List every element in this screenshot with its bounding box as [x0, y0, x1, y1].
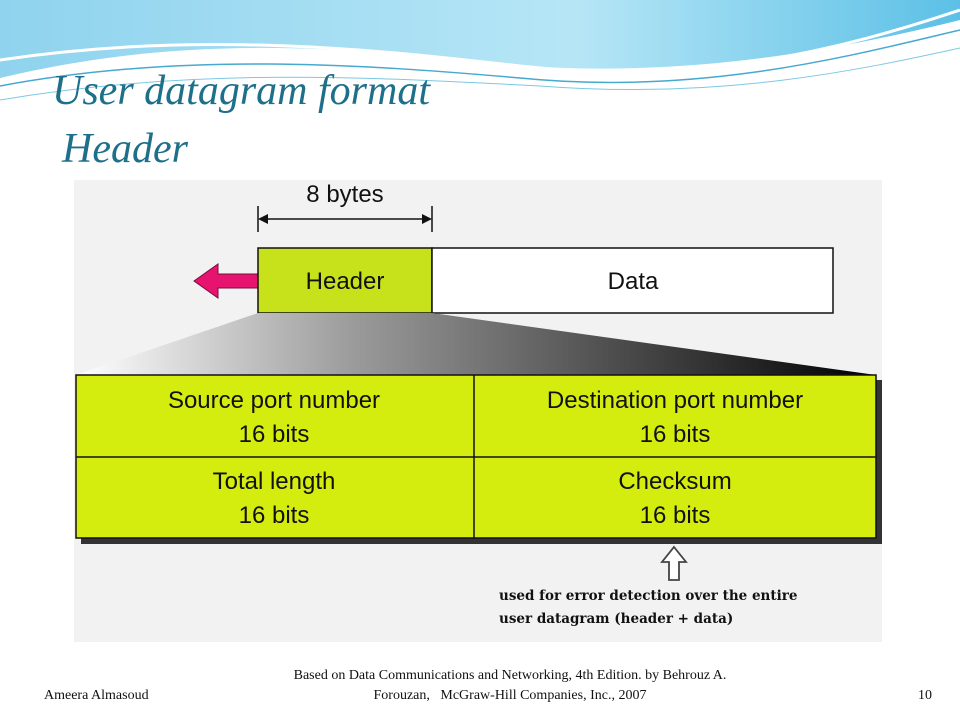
field-total-length-size: 16 bits — [238, 502, 310, 529]
footer-source — [240, 666, 780, 706]
field-destination-port-size: 16 bits — [639, 421, 711, 448]
checksum-note-line1: used for error detection over the entire — [499, 588, 798, 604]
field-checksum-name: Checksum — [618, 468, 732, 495]
footer-source-line2: Forouzan, McGraw-Hill Companies, Inc., 2007 — [373, 688, 647, 703]
field-checksum-size: 16 bits — [639, 502, 711, 529]
footer-author: Ameera Almasoud — [44, 688, 149, 703]
span-label: 8 bytes — [306, 181, 384, 208]
checksum-note-line2: user datagram (header + data) — [499, 611, 734, 627]
slide-title: User datagram format — [52, 68, 431, 114]
field-source-port-size: 16 bits — [238, 421, 310, 448]
field-source-port-name: Source port number — [167, 387, 381, 414]
page-number: 10 — [918, 688, 932, 703]
data-block-label: Data — [607, 268, 659, 295]
field-destination-port-name: Destination port number — [546, 387, 804, 414]
header-block-label: Header — [305, 268, 385, 295]
slide-subtitle: Header — [62, 126, 188, 172]
footer-source-line1: Based on Data Communications and Networking, 4th Edition. by Behrouz A. — [293, 668, 727, 683]
field-total-length-name: Total length — [212, 468, 336, 495]
